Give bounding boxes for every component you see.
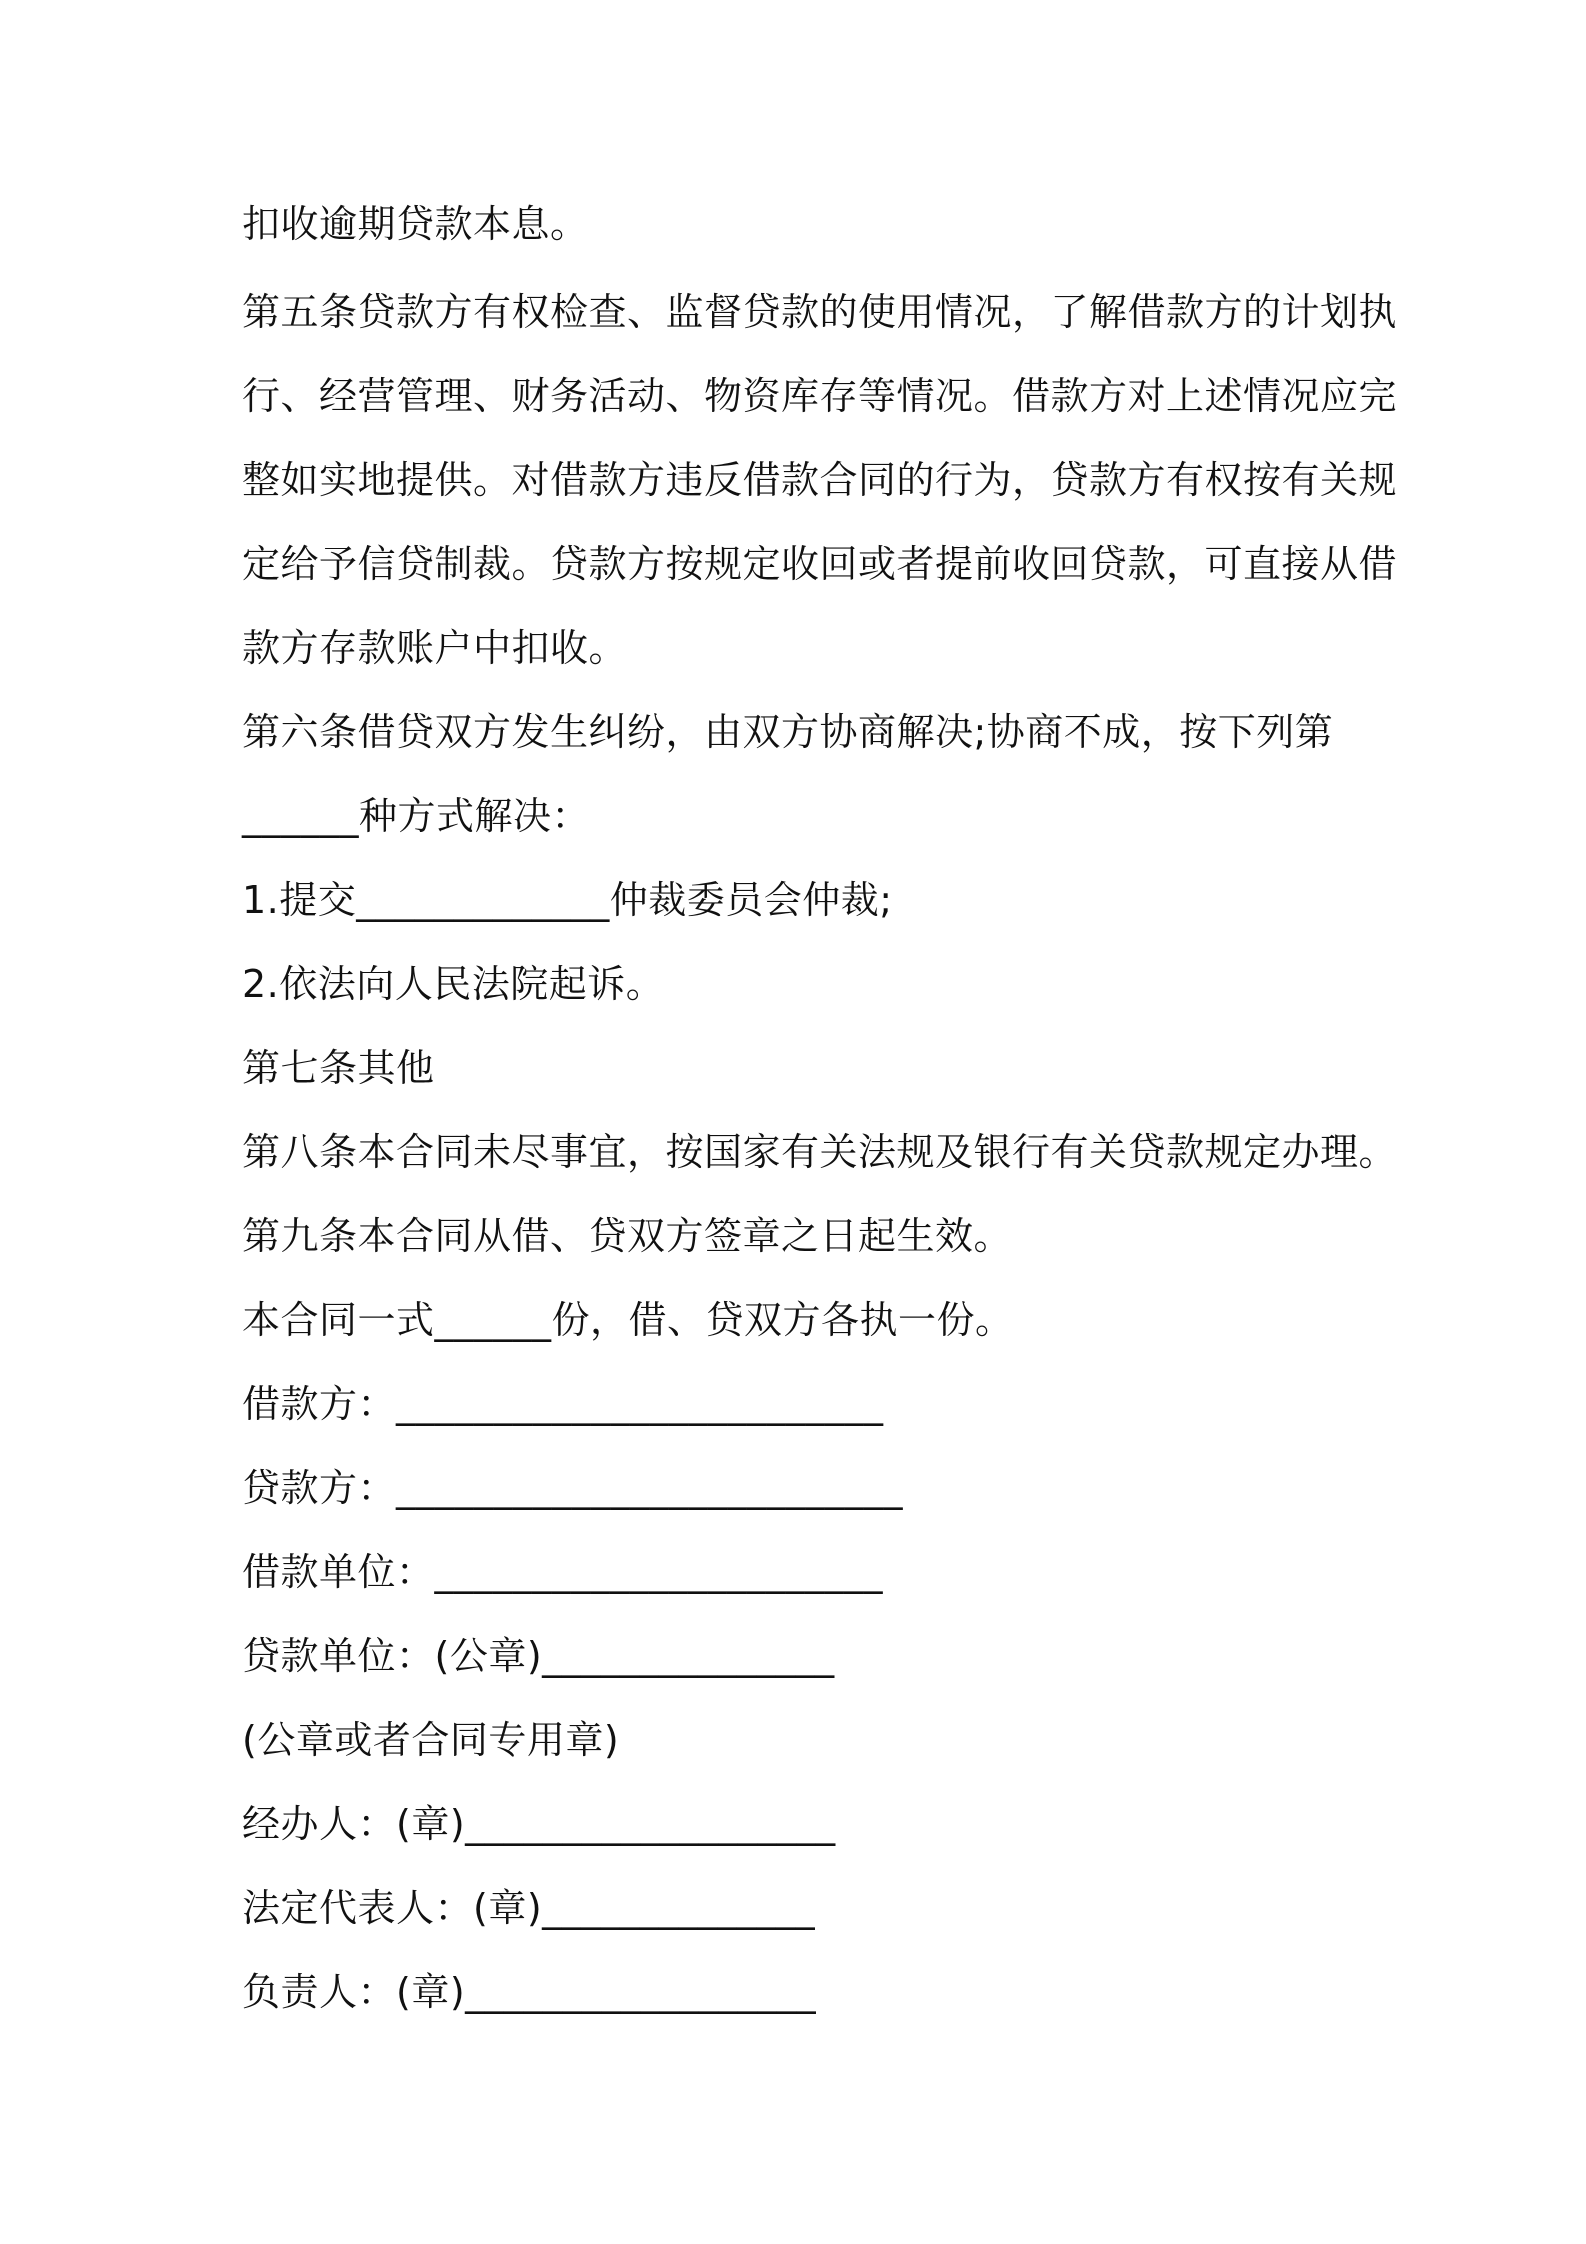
article-5-line-2: 行、经营管理、财务活动、物资库存等情况。借款方对上述情况应完	[242, 374, 1398, 418]
legal-representative-line: 法定代表人：(章)______________	[242, 1886, 816, 1930]
lending-unit-seal-line: 贷款单位：(公章)_______________	[242, 1634, 835, 1678]
lender-signature-line: 贷款方：__________________________	[242, 1466, 904, 1510]
seal-note: (公章或者合同专用章)	[242, 1718, 620, 1762]
article-5-line-4: 定给予信贷制裁。贷款方按规定收回或者提前收回贷款，可直接从借	[242, 542, 1398, 586]
borrower-signature-line: 借款方：_________________________	[242, 1382, 884, 1426]
article-7: 第七条其他	[242, 1046, 435, 1090]
paragraph-line-1: 扣收逾期贷款本息。	[242, 202, 589, 246]
handler-signature-line: 经办人：(章)___________________	[242, 1802, 836, 1846]
article-9: 第九条本合同从借、贷双方签章之日起生效。	[242, 1214, 1013, 1258]
borrowing-unit-line: 借款单位：_______________________	[242, 1550, 884, 1594]
option-2-court: 2.依法向人民法院起诉。	[242, 962, 665, 1006]
copies-clause: 本合同一式______份，借、贷双方各执一份。	[242, 1298, 1014, 1342]
article-6-line-1: 第六条借贷双方发生纠纷，由双方协商解决;协商不成，按下列第	[242, 710, 1334, 754]
article-5-line-5: 款方存款账户中扣收。	[242, 626, 628, 670]
article-5-line-3: 整如实地提供。对借款方违反借款合同的行为，贷款方有权按有关规	[242, 458, 1398, 502]
article-6-line-2: ______种方式解决：	[242, 794, 591, 838]
article-8: 第八条本合同未尽事宜，按国家有关法规及银行有关贷款规定办理。	[242, 1130, 1398, 1174]
responsible-person-line: 负责人：(章)__________________	[242, 1970, 817, 2014]
option-1-arbitration: 1.提交_____________仲裁委员会仲裁;	[242, 878, 893, 922]
article-5-line-1: 第五条贷款方有权检查、监督贷款的使用情况，了解借款方的计划执	[242, 290, 1398, 334]
